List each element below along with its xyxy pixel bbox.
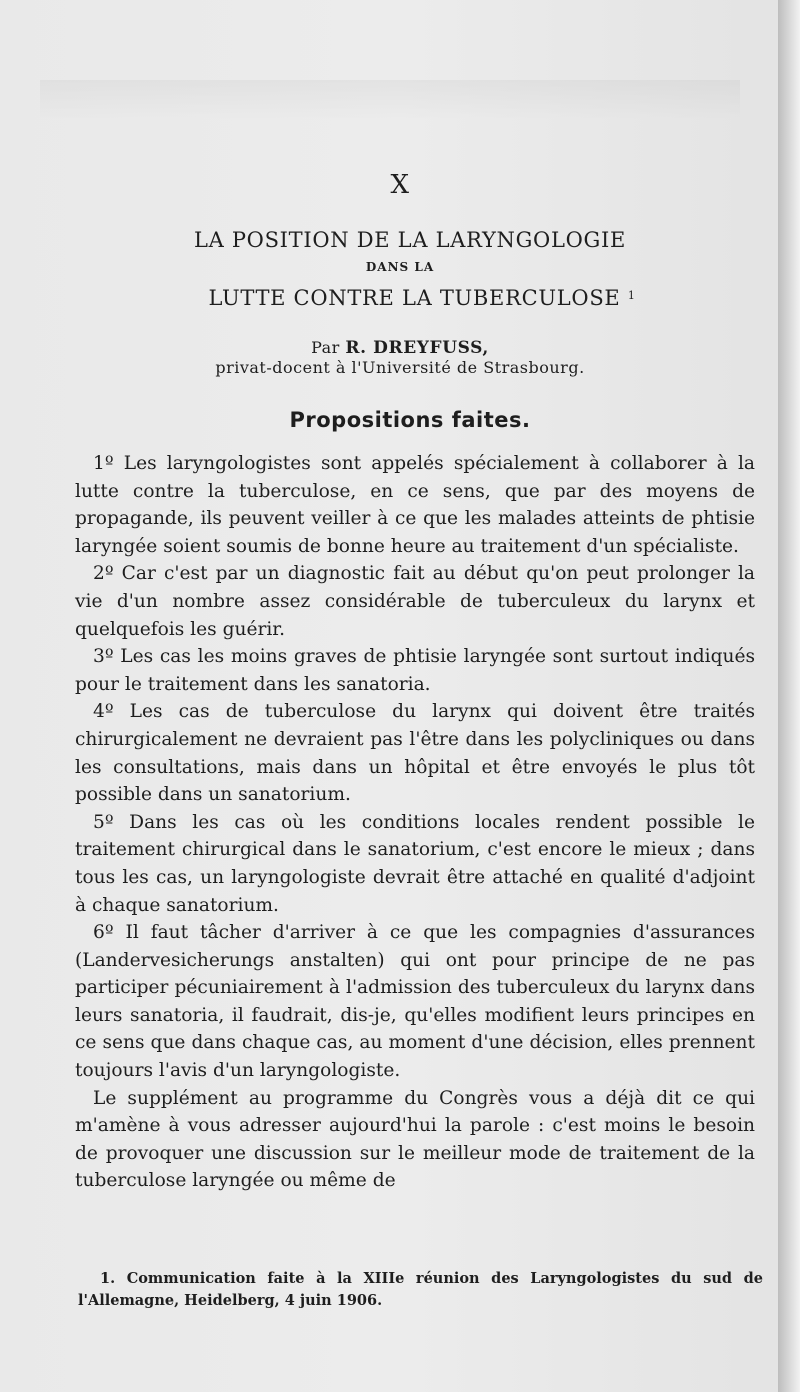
title-line-2: DANS LA <box>365 260 435 274</box>
footnote-ref: 1 <box>627 289 636 302</box>
page-edge <box>778 0 800 1392</box>
paragraph-5: 5º Dans les cas où les conditions locales rendent possible le traitement chirurgical dans le sanatorium, c'est encore le mieux ; dans tous les cas, un laryngologiste devrait être attaché en qualité d'adjoint à chaque sanatorium. <box>75 811 755 916</box>
footnote-text: 1. Communication faite à la XIIIe réunion des Laryngologistes du sud de l'Allemagne, Heidelberg, 4 juin 1906. <box>78 1270 763 1309</box>
paragraph-1: 1º Les laryngologistes sont appelés spécialement à collaborer à la lutte contre la tuberculose, en ce sens, que par des moyens de propagande, ils peuvent veiller à ce que les malades atteints de phtisie laryngée soient soumis de bonne heure au traitement d'un spécialiste. <box>75 453 755 557</box>
author-affiliation: privat-docent à l'Université de Strasbourg. <box>215 358 585 377</box>
byline-prefix: Par <box>311 338 340 357</box>
body-text <box>75 450 755 1195</box>
title-line-1: LA POSITION DE LA LARYNGOLOGIE <box>193 228 627 252</box>
footnote <box>78 1268 763 1312</box>
paragraph-2: 2º Car c'est par un diagnostic fait au début qu'on peut prolonger la vie d'un nombre assez considérable de tuberculeux du larynx et quelquefois les guérir. <box>75 563 755 640</box>
paragraph-6: 6º Il faut tâcher d'arriver à ce que les compagnies d'assurances (Landervesicherungs anstalten) qui ont pour principe de ne pas participer pécuniairement à l'admission des tuberculeux du larynx dans leurs sanatoria, il faudrait, dis-je, qu'elles modifient leurs principes en ce sens que dans chaque cas, au moment d'une décision, elles prennent toujours l'avis d'un laryngologiste. <box>75 922 755 1082</box>
title-line-3-text: LUTTE CONTRE LA TUBERCULOSE <box>208 286 621 310</box>
author-name: R. DREYFUSS, <box>345 338 489 358</box>
show-through-shadow <box>40 80 740 120</box>
title-line-3 <box>22 286 800 310</box>
byline <box>0 338 800 358</box>
chapter-number: X <box>390 170 410 200</box>
paragraph-3: 3º Les cas les moins graves de phtisie laryngée sont surtout indiqués pour le traitement dans les sanatoria. <box>75 646 755 695</box>
paragraph-7: Le supplément au programme du Congrès vous a déjà dit ce qui m'amène à vous adresser aujourd'hui la parole : c'est moins le besoin de provoquer une discussion sur le meilleur mode de traitement de la tuberculose laryngée ou même de <box>75 1087 755 1192</box>
section-title: Propositions faites. <box>289 408 531 432</box>
paragraph-4: 4º Les cas de tuberculose du larynx qui doivent être traités chirurgicalement ne devraient pas l'être dans les polycliniques ou dans les consultations, mais dans un hôpital et être envoyés le plus tôt possible dans un sanatorium. <box>75 701 755 806</box>
